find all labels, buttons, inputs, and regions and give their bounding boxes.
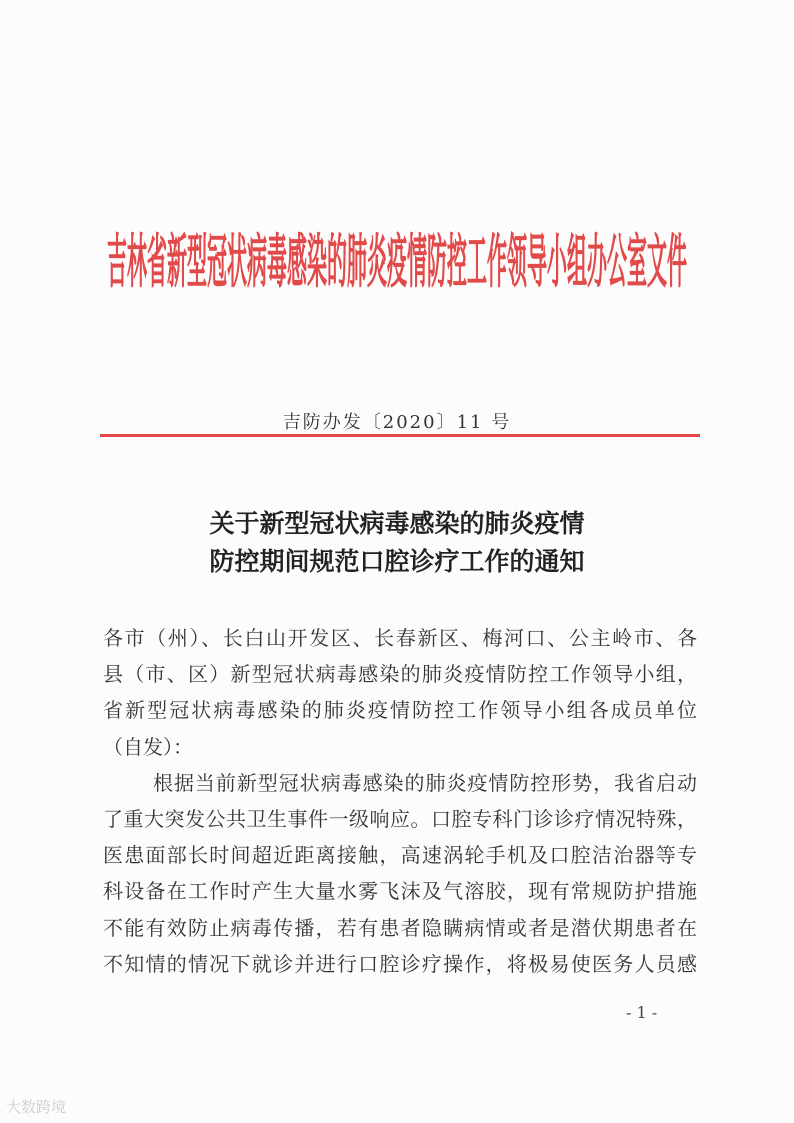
recipient-line: （自发）： xyxy=(103,734,193,759)
watermark: 大数跨境 xyxy=(6,1098,67,1116)
document-number: 吉防办发〔2020〕11 号 xyxy=(282,412,512,433)
page-number: - 1 - xyxy=(626,1003,658,1022)
paragraph-line: 科设备在工作时产生大量水雾飞沫及气溶胶，现有常规防护措施 xyxy=(103,879,697,904)
paragraph-line: 医患面部长时间超近距离接触，高速涡轮手机及口腔洁治器等专 xyxy=(103,843,697,868)
paragraph-line: 了重大突发公共卫生事件一级响应。口腔专科门诊诊疗情况特殊， xyxy=(103,806,697,831)
red-divider xyxy=(100,434,700,437)
paragraph-line: 不能有效防止病毒传播，若有患者隐瞒病情或者是潜伏期患者在 xyxy=(103,915,697,940)
document-body xyxy=(103,620,697,982)
recipient-line: 各市（州）、长白山开发区、长春新区、梅河口、公主岭市、各 xyxy=(103,626,697,650)
recipient-line: 县（市、区）新型冠状病毒感染的肺炎疫情防控工作领导小组， xyxy=(103,662,697,687)
heading-line: 防控期间规范口腔诊疗工作的通知 xyxy=(209,547,585,576)
heading-line: 关于新型冠状病毒感染的肺炎疫情 xyxy=(209,509,585,538)
issuer-title: 吉林省新型冠状病毒感染的肺炎疫情防控工作领导小组办公室文件 xyxy=(107,226,687,296)
document-heading xyxy=(0,505,794,581)
paragraph-line: 不知情的情况下就诊并进行口腔诊疗操作，将极易使医务人员感 xyxy=(103,951,697,976)
recipient-line: 省新型冠状病毒感染的肺炎疫情防控工作领导小组各成员单位 xyxy=(103,698,697,723)
paragraph-line: 根据当前新型冠状病毒感染的肺炎疫情防控形势，我省启动 xyxy=(153,770,697,795)
